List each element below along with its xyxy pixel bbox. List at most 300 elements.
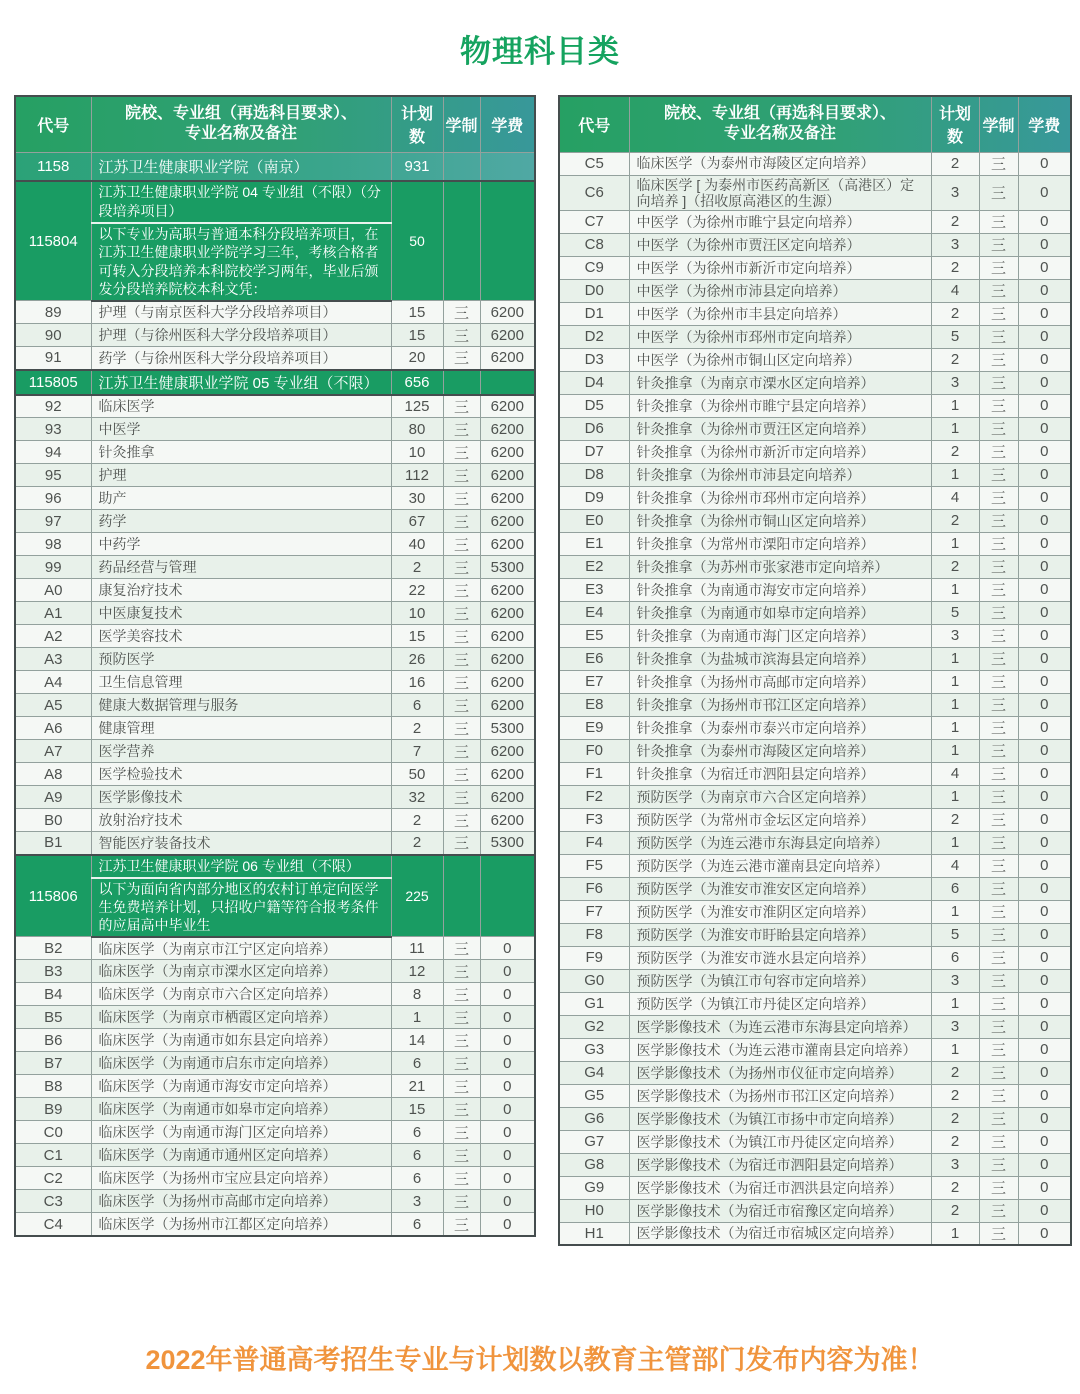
code-cell: B8 [15,1075,91,1098]
duration-cell: 三 [979,210,1018,233]
duration-cell: 三 [979,762,1018,785]
major-name-cell: 医学影像技术（为镇江市扬中市定向培养） [629,1107,931,1130]
duration-cell: 三 [443,602,480,625]
major-row [559,670,1071,693]
major-row [15,441,535,464]
major-row [559,279,1071,302]
major-name-cell: 针灸推拿（为扬州市邗江区定向培养） [629,693,931,716]
fee-cell: 0 [1018,670,1071,693]
major-name-cell: 医学检验技术 [91,763,391,786]
fee-cell: 0 [480,1190,535,1213]
code-cell: F5 [559,854,629,877]
major-row [559,808,1071,831]
code-cell: F7 [559,900,629,923]
plan-count-cell: 3 [931,371,979,394]
fee-cell [480,855,535,937]
fee-cell: 0 [480,1029,535,1052]
plan-count-cell: 6 [391,1052,443,1075]
code-cell: D1 [559,302,629,325]
major-row [559,693,1071,716]
code-cell: 96 [15,487,91,510]
major-name-cell: 中医学（为徐州市睢宁县定向培养） [629,210,931,233]
major-name-cell: 健康大数据管理与服务 [91,694,391,717]
major-row [15,579,535,602]
major-row [15,464,535,487]
code-cell: G6 [559,1107,629,1130]
fee-cell: 0 [480,1121,535,1144]
code-cell: G1 [559,992,629,1015]
major-row [559,1222,1071,1245]
fee-cell: 0 [480,960,535,983]
major-name-cell: 针灸推拿（为徐州市贾汪区定向培养） [629,417,931,440]
plan-count-cell: 14 [391,1029,443,1052]
major-row [15,510,535,533]
plan-count-cell: 2 [931,348,979,371]
duration-cell: 三 [979,509,1018,532]
code-cell: D6 [559,417,629,440]
duration-cell: 三 [443,1075,480,1098]
major-name-cell: 医学影像技术（为宿迁市宿豫区定向培养） [629,1199,931,1222]
major-name-cell: 卫生信息管理 [91,671,391,694]
code-cell: A7 [15,740,91,763]
col-header-plan: 计划数 [391,96,443,152]
major-row [559,624,1071,647]
plan-count-cell: 2 [931,210,979,233]
duration-cell: 三 [979,601,1018,624]
major-name-cell: 预防医学（为淮安市淮安区定向培养） [629,877,931,900]
plan-count-cell: 32 [391,786,443,809]
fee-cell: 0 [1018,348,1071,371]
fee-cell: 6200 [480,602,535,625]
plan-count-cell: 2 [931,1130,979,1153]
major-row [15,1029,535,1052]
plan-count-cell: 1 [931,716,979,739]
major-name-cell: 中医学 [91,418,391,441]
major-row [15,763,535,786]
fee-cell: 0 [1018,877,1071,900]
plan-count-cell: 5 [931,923,979,946]
fee-cell: 0 [1018,1222,1071,1245]
code-cell: 90 [15,324,91,347]
plan-count-cell: 225 [391,855,443,937]
major-name-cell: 临床医学（为南通市海门区定向培养） [91,1121,391,1144]
fee-cell: 0 [1018,992,1071,1015]
plan-count-cell: 1 [931,463,979,486]
major-name-cell: 针灸推拿（为徐州市新沂市定向培养） [629,440,931,463]
major-name-cell: 预防医学（为南京市六合区定向培养） [629,785,931,808]
code-cell: A0 [15,579,91,602]
plan-count-cell: 6 [391,694,443,717]
fee-cell: 6200 [480,324,535,347]
plan-count-cell: 1 [931,739,979,762]
major-name-cell: 针灸推拿（为南通市海安市定向培养） [629,578,931,601]
plan-count-cell: 20 [391,347,443,370]
plan-count-cell: 50 [391,763,443,786]
duration-cell: 三 [443,1121,480,1144]
major-row [559,233,1071,256]
fee-cell: 0 [1018,624,1071,647]
major-group-row [15,181,535,223]
plan-count-cell: 6 [391,1167,443,1190]
code-cell: E7 [559,670,629,693]
group-title-cell: 江苏卫生健康职业学院 06 专业组（不限） [91,855,391,878]
code-cell: G4 [559,1061,629,1084]
plan-count-cell: 1 [931,417,979,440]
plan-count-cell: 1 [931,670,979,693]
major-name-cell: 助产 [91,487,391,510]
major-row [15,301,535,324]
major-name-cell: 中医学（为徐州市贾汪区定向培养） [629,233,931,256]
major-row [559,578,1071,601]
duration-cell [443,181,480,301]
fee-cell: 0 [1018,1061,1071,1084]
major-row [559,785,1071,808]
duration-cell: 三 [979,647,1018,670]
fee-cell: 0 [1018,463,1071,486]
major-row [559,1107,1071,1130]
code-cell: F8 [559,923,629,946]
duration-cell: 三 [443,510,480,533]
major-row [559,532,1071,555]
major-row [559,762,1071,785]
fee-cell: 0 [1018,394,1071,417]
plan-count-cell: 6 [931,877,979,900]
code-cell: B3 [15,960,91,983]
plan-count-cell: 4 [931,854,979,877]
fee-cell: 0 [1018,1199,1071,1222]
duration-cell: 三 [979,1176,1018,1199]
code-cell: D0 [559,279,629,302]
major-row [15,1190,535,1213]
duration-cell: 三 [979,854,1018,877]
major-name-cell: 医学影像技术（为扬州市邗江区定向培养） [629,1084,931,1107]
col-header-duration: 学制 [443,96,480,152]
major-name-cell: 医学美容技术 [91,625,391,648]
code-cell: 89 [15,301,91,324]
code-cell: 99 [15,556,91,579]
code-cell: G0 [559,969,629,992]
major-row [559,325,1071,348]
code-cell: F1 [559,762,629,785]
major-name-cell: 针灸推拿（为盐城市滨海县定向培养） [629,647,931,670]
code-cell: C1 [15,1144,91,1167]
code-cell: A2 [15,625,91,648]
major-name-cell: 康复治疗技术 [91,579,391,602]
major-row [15,1098,535,1121]
major-row [559,486,1071,509]
fee-cell: 6200 [480,648,535,671]
duration-cell: 三 [443,533,480,556]
major-name-cell: 针灸推拿（为扬州市高邮市定向培养） [629,670,931,693]
major-name-cell: 针灸推拿（为南通市海门区定向培养） [629,624,931,647]
major-name-cell: 临床医学（为南通市启东市定向培养） [91,1052,391,1075]
duration-cell [443,370,480,395]
fee-cell: 0 [480,1213,535,1236]
major-row [15,671,535,694]
duration-cell: 三 [443,648,480,671]
major-name-cell: 预防医学（为连云港市东海县定向培养） [629,831,931,854]
duration-cell: 三 [979,1084,1018,1107]
plan-count-cell: 15 [391,625,443,648]
plan-count-cell: 22 [391,579,443,602]
major-name-cell: 预防医学 [91,648,391,671]
col-header-duration: 学制 [979,96,1018,152]
major-name-cell: 药品经营与管理 [91,556,391,579]
col-header-plan: 计划数 [931,96,979,152]
major-row [15,832,535,855]
col-header-name [629,96,931,152]
duration-cell: 三 [443,418,480,441]
plan-count-cell: 21 [391,1075,443,1098]
col-header-name [91,96,391,152]
major-name-cell: 医学影像技术（为连云港市灌南县定向培养） [629,1038,931,1061]
major-name-cell: 医学影像技术（为扬州市仪征市定向培养） [629,1061,931,1084]
duration-cell: 三 [979,831,1018,854]
code-cell: C5 [559,152,629,175]
code-cell: D3 [559,348,629,371]
fee-cell: 6200 [480,395,535,418]
page-footer-notice: 2022年普通高考招生专业与计划数以教育主管部门发布内容为准！ [145,1345,935,1375]
code-cell: C3 [15,1190,91,1213]
duration-cell: 三 [979,555,1018,578]
code-cell: 92 [15,395,91,418]
major-row [15,786,535,809]
duration-cell: 三 [979,877,1018,900]
fee-cell: 0 [480,1052,535,1075]
plan-count-cell: 3 [931,175,979,210]
duration-cell: 三 [443,1167,480,1190]
fee-cell [480,152,535,181]
duration-cell: 三 [979,348,1018,371]
major-row [559,969,1071,992]
fee-cell: 0 [1018,854,1071,877]
duration-cell: 三 [443,937,480,960]
major-name-cell: 预防医学（为连云港市灌南县定向培养） [629,854,931,877]
major-row [559,1015,1071,1038]
plan-count-cell: 11 [391,937,443,960]
major-name-cell: 针灸推拿（为泰州市泰兴市定向培养） [629,716,931,739]
code-cell: E4 [559,601,629,624]
code-cell: E6 [559,647,629,670]
duration-cell: 三 [979,739,1018,762]
code-cell: F6 [559,877,629,900]
major-row [15,648,535,671]
duration-cell: 三 [443,625,480,648]
major-row [559,1153,1071,1176]
major-row [559,302,1071,325]
group-note-cell: 以下专业为高职与普通本科分段培养项目，在江苏卫生健康职业学院学习三年，考核合格者可转入分段培养本科院校学习两年，毕业后颁发分段培养院校本科文凭： [91,223,391,301]
major-name-cell: 针灸推拿（为徐州市邳州市定向培养） [629,486,931,509]
major-name-cell: 临床医学（为扬州市高邮市定向培养） [91,1190,391,1213]
plan-count-cell: 7 [391,740,443,763]
code-cell: D7 [559,440,629,463]
col-header-code: 代号 [559,96,629,152]
duration-cell: 三 [443,1052,480,1075]
major-row [15,1167,535,1190]
major-row [559,371,1071,394]
code-cell: D5 [559,394,629,417]
code-cell: C7 [559,210,629,233]
major-name-cell: 护理（与南京医科大学分段培养项目） [91,301,391,324]
plan-count-cell: 16 [391,671,443,694]
major-name-cell: 临床医学 [91,395,391,418]
code-cell: C0 [15,1121,91,1144]
duration-cell: 三 [443,347,480,370]
code-cell: C6 [559,175,629,210]
major-name-cell: 针灸推拿（为徐州市铜山区定向培养） [629,509,931,532]
fee-cell: 5300 [480,717,535,740]
major-row [559,256,1071,279]
major-name-cell: 药学（与徐州医科大学分段培养项目） [91,347,391,370]
major-name-cell: 中医学（为徐州市邳州市定向培养） [629,325,931,348]
duration-cell: 三 [979,716,1018,739]
code-cell: F4 [559,831,629,854]
duration-cell: 三 [443,983,480,1006]
major-name-cell: 临床医学（为南通市如东县定向培养） [91,1029,391,1052]
major-name-cell: 放射治疗技术 [91,809,391,832]
plan-count-cell: 1 [931,1038,979,1061]
code-cell: C2 [15,1167,91,1190]
code-cell: F9 [559,946,629,969]
major-row [15,1006,535,1029]
fee-cell: 6200 [480,347,535,370]
fee-cell: 6200 [480,464,535,487]
fee-cell: 0 [1018,325,1071,348]
code-cell: B9 [15,1098,91,1121]
major-row [559,1199,1071,1222]
major-row [559,854,1071,877]
duration-cell: 三 [443,1213,480,1236]
plan-count-cell: 2 [931,1061,979,1084]
code-cell: A5 [15,694,91,717]
duration-cell: 三 [979,923,1018,946]
plan-count-cell: 2 [931,509,979,532]
major-row [559,348,1071,371]
major-name-cell: 预防医学（为常州市金坛区定向培养） [629,808,931,831]
duration-cell: 三 [443,556,480,579]
duration-cell: 三 [979,486,1018,509]
major-row [559,440,1071,463]
code-cell: E1 [559,532,629,555]
fee-cell: 0 [1018,256,1071,279]
col-header-fee: 学费 [480,96,535,152]
code-cell: F0 [559,739,629,762]
duration-cell: 三 [443,763,480,786]
code-cell: A9 [15,786,91,809]
plan-count-cell: 1 [931,992,979,1015]
major-row [559,992,1071,1015]
plan-count-cell: 1 [931,647,979,670]
duration-cell: 三 [979,152,1018,175]
plan-count-cell: 1 [931,831,979,854]
plan-count-cell: 1 [931,578,979,601]
fee-cell: 6200 [480,441,535,464]
plan-count-cell: 10 [391,602,443,625]
group-note-cell: 以下为面向省内部分地区的农村订单定向医学生免费培养计划，只招收户籍等符合报考条件的应届高中毕业生 [91,878,391,937]
major-row [15,1075,535,1098]
major-row [15,694,535,717]
plan-count-cell: 4 [931,279,979,302]
group-title-cell: 江苏卫生健康职业学院 04 专业组（不限）（分段培养项目） [91,181,391,223]
col-header-name-line1: 院校、专业组（再选科目要求）、 [124,105,357,123]
plan-count-cell: 112 [391,464,443,487]
major-group-row [15,855,535,878]
plan-count-cell: 1 [931,394,979,417]
plan-count-cell: 4 [931,762,979,785]
major-row [15,960,535,983]
major-name-cell: 预防医学（为淮安市盱眙县定向培养） [629,923,931,946]
fee-cell: 0 [480,1075,535,1098]
plan-count-cell: 2 [931,555,979,578]
code-cell: E0 [559,509,629,532]
duration-cell: 三 [979,900,1018,923]
fee-cell: 6200 [480,510,535,533]
fee-cell: 5300 [480,556,535,579]
plan-count-cell: 1 [931,1222,979,1245]
fee-cell: 0 [1018,647,1071,670]
major-name-cell: 临床医学（为南京市江宁区定向培养） [91,937,391,960]
fee-cell: 0 [1018,486,1071,509]
group-name-cell: 江苏卫生健康职业学院 05 专业组（不限） [91,370,391,395]
major-row [559,647,1071,670]
plan-count-cell: 5 [931,601,979,624]
fee-cell: 0 [1018,923,1071,946]
major-name-cell: 临床医学 [ 为泰州市医药高新区（高港区）定向培养 ]（招收原高港区的生源） [629,175,931,210]
code-cell: A3 [15,648,91,671]
major-name-cell: 针灸推拿 [91,441,391,464]
plan-count-cell: 2 [391,717,443,740]
plan-count-cell: 50 [391,181,443,301]
code-cell: D8 [559,463,629,486]
plan-count-cell: 6 [391,1121,443,1144]
fee-cell [480,181,535,301]
plan-count-cell: 15 [391,324,443,347]
duration-cell: 三 [443,487,480,510]
plan-count-cell: 80 [391,418,443,441]
major-name-cell: 智能医疗装备技术 [91,832,391,855]
col-header-name-line1: 院校、专业组（再选科目要求）、 [663,105,896,123]
fee-cell: 0 [1018,417,1071,440]
code-cell: C4 [15,1213,91,1236]
code-cell: 93 [15,418,91,441]
major-row [559,923,1071,946]
duration-cell: 三 [979,1107,1018,1130]
fee-cell: 6200 [480,533,535,556]
fee-cell: 6200 [480,301,535,324]
duration-cell: 三 [443,324,480,347]
plan-count-cell: 125 [391,395,443,418]
plan-count-cell: 3 [931,1015,979,1038]
duration-cell: 三 [979,1153,1018,1176]
plan-count-cell: 6 [391,1213,443,1236]
code-cell: A6 [15,717,91,740]
plan-count-cell: 2 [931,1176,979,1199]
duration-cell: 三 [443,694,480,717]
plan-count-cell: 2 [391,832,443,855]
code-cell: D2 [559,325,629,348]
table-header-row [559,96,1071,152]
fee-cell: 0 [1018,152,1071,175]
major-name-cell: 中医康复技术 [91,602,391,625]
duration-cell: 三 [979,1130,1018,1153]
major-row [559,152,1071,175]
major-name-cell: 针灸推拿（为徐州市睢宁县定向培养） [629,394,931,417]
major-name-cell: 临床医学（为南京市栖霞区定向培养） [91,1006,391,1029]
code-cell: 115804 [15,181,91,301]
duration-cell: 三 [979,371,1018,394]
duration-cell: 三 [979,279,1018,302]
code-cell: C9 [559,256,629,279]
